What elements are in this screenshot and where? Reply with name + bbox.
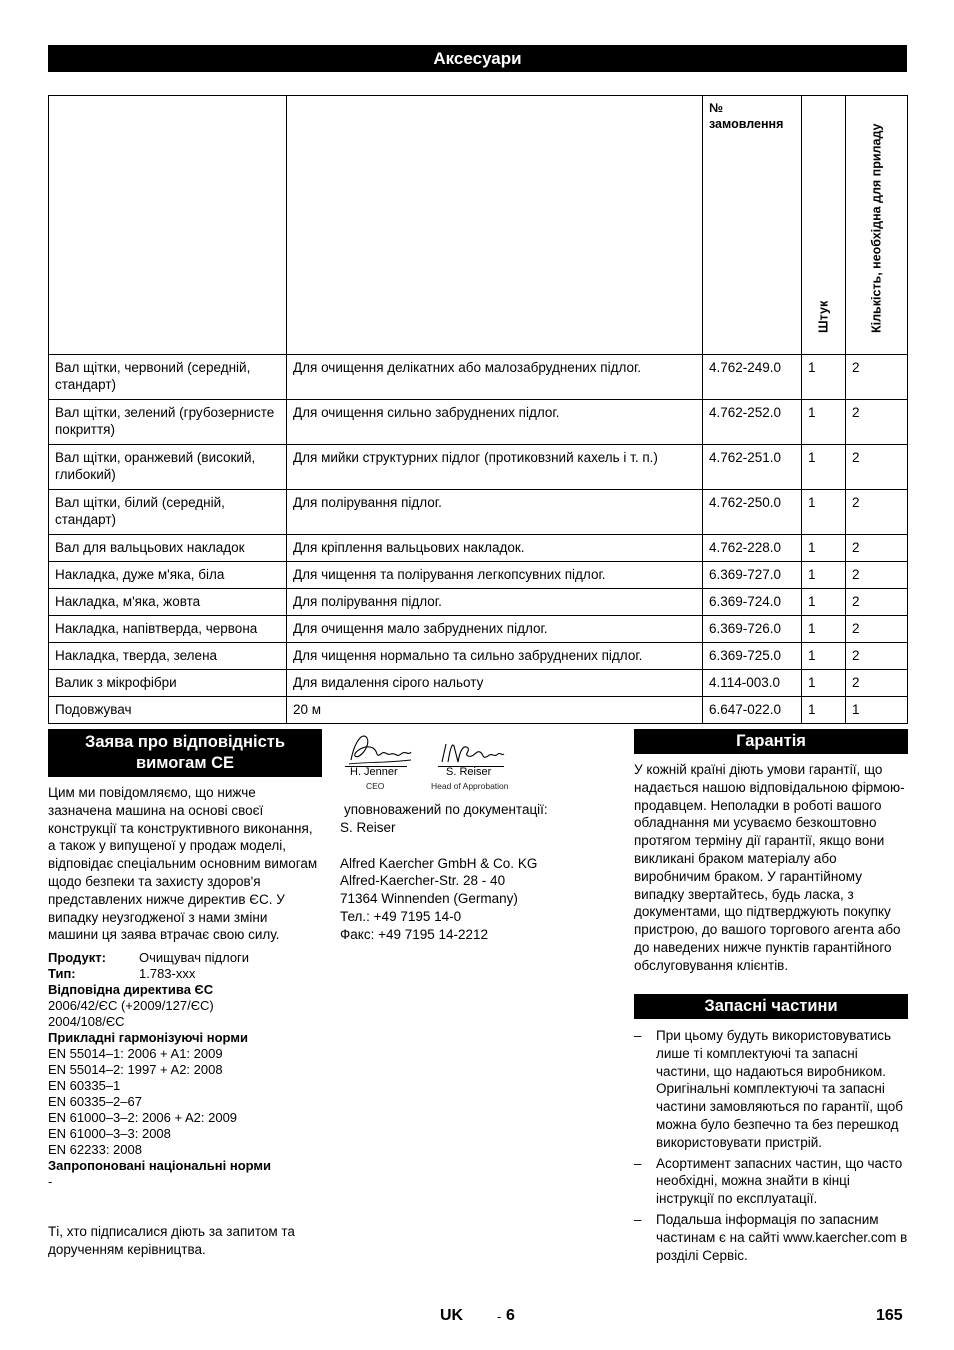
- product-value: Очищувач підлоги: [139, 950, 250, 966]
- cell-name: Валик з мікрофібри: [49, 670, 287, 697]
- spare-parts-list: [634, 1027, 908, 1267]
- dash-bullet: –: [634, 1155, 642, 1171]
- cell-pieces: 1: [802, 562, 846, 589]
- ce-declaration-body: [48, 784, 320, 1190]
- cell-name: Вал щітки, червоний (середній, стандарт): [49, 355, 287, 400]
- cell-order: 4.762-251.0: [703, 445, 802, 490]
- norm-item: EN 55014–1: 2006 + A1: 2009: [48, 1046, 223, 1062]
- cell-desc: Для чищення та полірування легкопсувних підлог.: [287, 562, 703, 589]
- cell-name: Вал щітки, білий (середній, стандарт): [49, 490, 287, 535]
- header-qty: [846, 96, 908, 355]
- footer-page-number: 165: [876, 1307, 903, 1324]
- cell-qty: 2: [846, 535, 908, 562]
- footer-separator: -: [497, 1309, 502, 1324]
- cell-desc: Для полірування підлог.: [287, 490, 703, 535]
- cell-order: 4.762-228.0: [703, 535, 802, 562]
- cell-desc: Для очищення сильно забруднених підлог.: [287, 400, 703, 445]
- warranty-text: У кожній країні діють умови гарантії, що надається нашою відповідальною фірмою-продавцем. Неполадки в роботі вашого обладнання ми усуваємо безкоштовно протягом терміну дії гарантії, якщо вони викликані браком матеріалу або виробничим браком. У гарантійному випадку звертайтесь, будь ласка, з документами, що підтверджують покупку пристрою, до вашого торгового агента або до наведених нижче пунктів гарантійного обслуговування клієнтів.: [634, 762, 905, 973]
- cell-qty: 2: [846, 562, 908, 589]
- table-row: [49, 616, 908, 643]
- dash-bullet: –: [634, 1211, 642, 1227]
- doc-authorized-label: уповноважений по документації:: [344, 802, 548, 817]
- cell-pieces: 1: [802, 589, 846, 616]
- company-fax: Факс: +49 7195 14-2212: [340, 926, 489, 942]
- national-norms-value: -: [48, 1174, 53, 1190]
- norm-item: EN 55014–2: 1997 + A2: 2008: [48, 1062, 223, 1078]
- cell-pieces: 1: [802, 535, 846, 562]
- table-header-row: [49, 96, 908, 355]
- directive-label: Відповідна директива ЄС: [48, 982, 214, 998]
- signed-note: Ті, хто підписалися діють за запитом та дорученням керівництва.: [48, 1224, 295, 1257]
- cell-pieces: 1: [802, 355, 846, 400]
- cell-qty: 2: [846, 400, 908, 445]
- header-pieces-label: Штук: [816, 300, 830, 333]
- doc-authorized-name: S. Reiser: [340, 819, 396, 835]
- header-qty-label: Кількість, необхідна для приладу: [869, 123, 883, 333]
- cell-pieces: 1: [802, 445, 846, 490]
- cell-name: Вал для вальцьових накладок: [49, 535, 287, 562]
- dash-bullet: –: [634, 1028, 642, 1043]
- table-row: [49, 562, 908, 589]
- cell-desc: Для мийки структурних підлог (протиковзний кахель і т. п.): [287, 445, 703, 490]
- type-label: Тип:: [48, 966, 76, 982]
- cell-qty: 2: [846, 490, 908, 535]
- company-name: Alfred Kaercher GmbH & Co. KG: [340, 855, 538, 871]
- cell-order: 6.369-725.0: [703, 643, 802, 670]
- cell-order: 6.369-724.0: [703, 589, 802, 616]
- cell-name: Вал щітки, оранжевий (високий, глибокий): [49, 445, 287, 490]
- cell-pieces: 1: [802, 670, 846, 697]
- cell-desc: Для полірування підлог.: [287, 589, 703, 616]
- cell-name: Накладка, дуже м'яка, біла: [49, 562, 287, 589]
- cell-desc: Для очищення делікатних або малозабруднених підлог.: [287, 355, 703, 400]
- table-row: [49, 445, 908, 490]
- signature-role-approbation: Head of Approbation: [431, 781, 509, 791]
- signature-jenner-image: [345, 730, 415, 768]
- company-phone: Тел.: +49 7195 14-0: [340, 908, 462, 924]
- table-row: [49, 355, 908, 400]
- cell-qty: 1: [846, 697, 908, 724]
- signature-name-reiser: S. Reiser: [446, 766, 492, 778]
- cell-pieces: 1: [802, 697, 846, 724]
- table-row: [49, 535, 908, 562]
- directive-item: 2006/42/ЄС (+2009/127/ЄС): [48, 998, 214, 1014]
- cell-desc: Для очищення мало забруднених підлог.: [287, 616, 703, 643]
- list-item: [634, 1155, 908, 1208]
- cell-pieces: 1: [802, 643, 846, 670]
- header-order-number: № замовлення: [703, 96, 802, 355]
- list-item-text: Подальша інформація по запасним частинам є на сайті www.kaercher.com в розділі Сервіс.: [656, 1211, 908, 1263]
- cell-qty: 2: [846, 670, 908, 697]
- norm-item: EN 61000–3–2: 2006 + A2: 2009: [48, 1110, 238, 1126]
- list-item: [634, 1027, 908, 1152]
- cell-order: 6.369-727.0: [703, 562, 802, 589]
- cell-name: Накладка, напівтверда, червона: [49, 616, 287, 643]
- company-city: 71364 Winnenden (Germany): [340, 891, 518, 907]
- cell-desc: 20 м: [287, 697, 703, 724]
- table-row: [49, 643, 908, 670]
- ce-declaration-heading: Заява про відповідність вимогам СЕ: [48, 729, 322, 777]
- norm-item: EN 60335–1: [48, 1078, 121, 1094]
- cell-pieces: 1: [802, 616, 846, 643]
- cell-qty: 2: [846, 616, 908, 643]
- company-street: Alfred-Kaercher-Str. 28 - 40: [340, 873, 506, 889]
- spare-parts-heading: Запасні частини: [634, 994, 908, 1019]
- cell-name: Накладка, м'яка, жовта: [49, 589, 287, 616]
- cell-desc: Для чищення нормально та сильно забруднених підлог.: [287, 643, 703, 670]
- cell-desc: Для видалення сірого нальоту: [287, 670, 703, 697]
- header-pieces: [802, 96, 846, 355]
- product-label: Продукт:: [48, 950, 106, 966]
- table-row: [49, 670, 908, 697]
- cell-pieces: 1: [802, 400, 846, 445]
- warranty-heading: Гарантія: [634, 729, 908, 754]
- norm-item: EN 62233: 2008: [48, 1142, 142, 1158]
- cell-desc: Для кріплення вальцьових накладок.: [287, 535, 703, 562]
- ce-intro-text: Цим ми повідомляємо, що нижче зазначена машина на основі своєї конструкції та конструктивного виконання, а також у випущеної у продаж моделі, відповідає спеціальним основним вимогам щодо безпеки та захисту здоров'я представлених нижче директив ЄС. У випадку неузгодженої з нами зміни машини ця заява втрачає свою силу.: [48, 785, 318, 943]
- list-item-text: При цьому будуть використовуватись лише ті комплектуючі та запасні частини, що надаються виробником. Оригінальні комплектуючі та запасні частини замовляються по гарантії, щоб можна було безпечно та без перешкод використовувати пристрій.: [656, 1028, 903, 1150]
- cell-order: 6.369-726.0: [703, 616, 802, 643]
- signature-role-ceo: CEO: [366, 781, 385, 791]
- footer-language: UK: [440, 1307, 464, 1324]
- cell-pieces: 1: [802, 490, 846, 535]
- contact-block: [340, 801, 620, 944]
- signature-name-jenner: H. Jenner: [350, 766, 398, 778]
- footer-section-page: 6: [506, 1307, 515, 1324]
- cell-order: 6.647-022.0: [703, 697, 802, 724]
- table-row: [49, 589, 908, 616]
- cell-order: 4.762-249.0: [703, 355, 802, 400]
- directive-item: 2004/108/ЄС: [48, 1014, 125, 1030]
- header-name: [49, 96, 287, 355]
- cell-name: Накладка, тверда, зелена: [49, 643, 287, 670]
- table-row: [49, 697, 908, 724]
- cell-order: 4.114-003.0: [703, 670, 802, 697]
- accessories-heading: Аксесуари: [48, 45, 907, 72]
- cell-qty: 2: [846, 643, 908, 670]
- ce-specs: [48, 950, 320, 1190]
- national-norms-label: Запропоновані національні норми: [48, 1158, 272, 1174]
- header-description: [287, 96, 703, 355]
- norms-label: Прикладні гармонізуючі норми: [48, 1030, 248, 1046]
- accessories-table: [48, 95, 908, 724]
- list-item: [634, 1211, 908, 1264]
- cell-order: 4.762-252.0: [703, 400, 802, 445]
- cell-name: Вал щітки, зелений (грубозернисте покриття): [49, 400, 287, 445]
- cell-qty: 2: [846, 355, 908, 400]
- norm-item: EN 61000–3–3: 2008: [48, 1126, 171, 1142]
- cell-name: Подовжувач: [49, 697, 287, 724]
- type-value: 1.783-xxx: [139, 966, 196, 982]
- cell-qty: 2: [846, 589, 908, 616]
- list-item-text: Асортимент запасних частин, що часто необхідні, можна знайти в кінці інструкції по експлуатації.: [656, 1155, 903, 1207]
- signature-reiser-image: [438, 736, 508, 766]
- table-row: [49, 490, 908, 535]
- cell-order: 4.762-250.0: [703, 490, 802, 535]
- norm-item: EN 60335–2–67: [48, 1094, 142, 1110]
- cell-qty: 2: [846, 445, 908, 490]
- table-row: [49, 400, 908, 445]
